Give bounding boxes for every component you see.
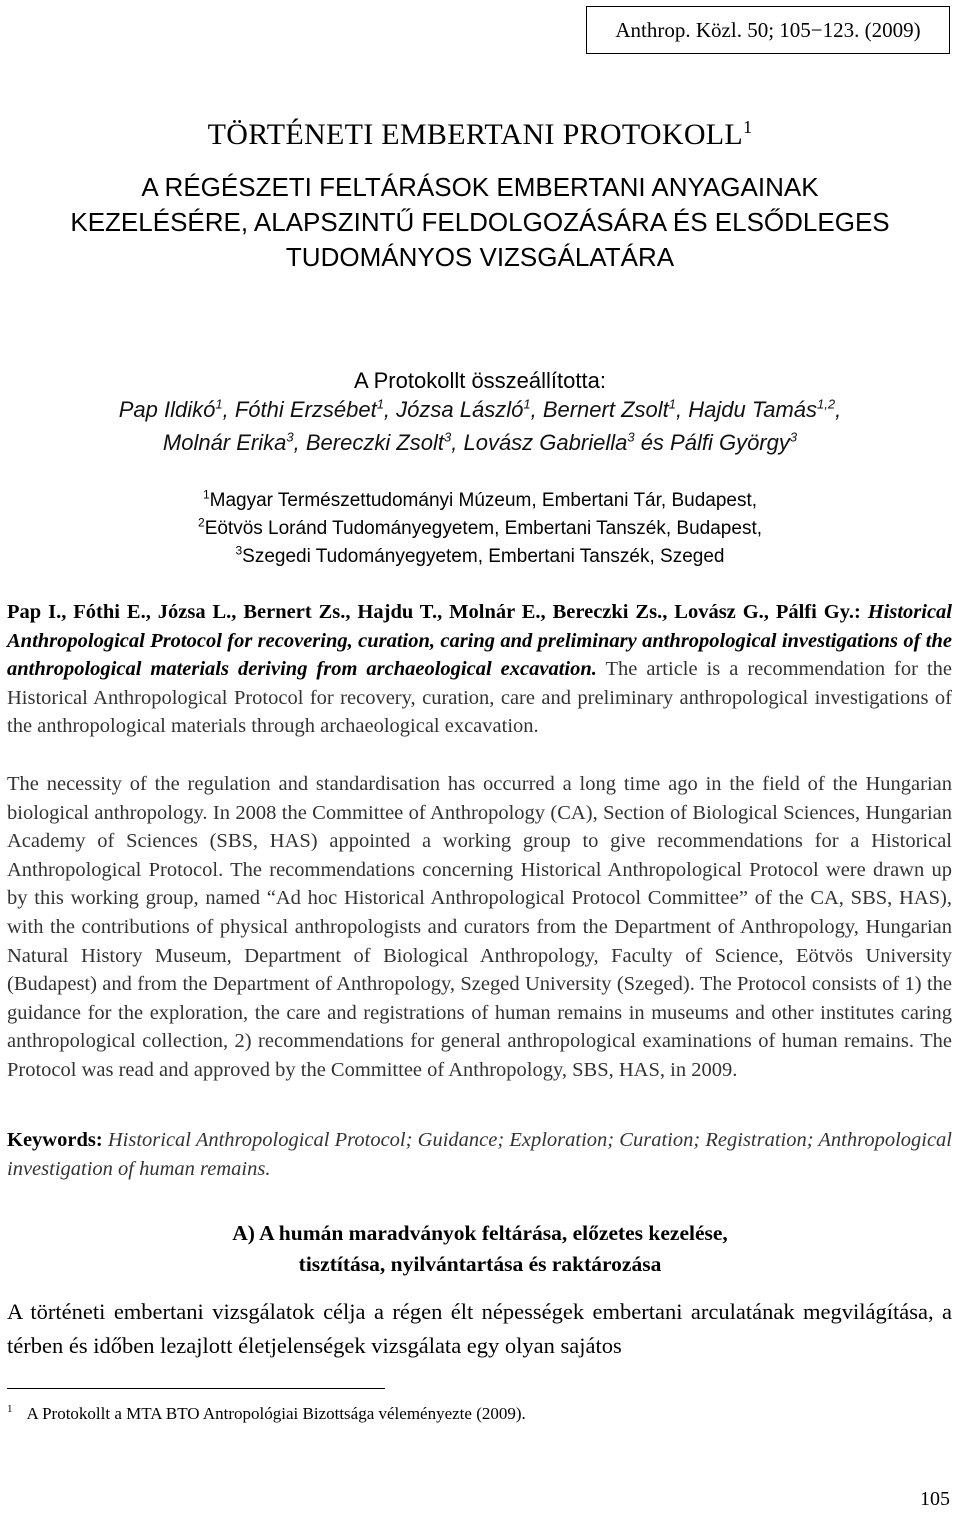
footnote-mark: 1 <box>7 1403 13 1416</box>
affiliation-mark: 2 <box>198 515 205 530</box>
author-affiliation-mark: 3 <box>627 429 635 445</box>
author-separator: , <box>530 397 543 422</box>
journal-reference: Anthrop. Közl. 50; 105−123. (2009) <box>615 18 921 42</box>
author-name: Józsa László <box>396 397 524 422</box>
footnote-text: A Protokollt a MTA BTO Antropológiai Bizottsága véleményezte (2009). <box>26 1404 526 1423</box>
section-heading-line-1: A) A humán maradványok feltárása, előzetes kezelése, <box>232 1221 728 1245</box>
keywords-label: Keywords: <box>7 1129 103 1151</box>
compiled-by: A Protokollt összeállította: <box>354 368 606 393</box>
title-footnote-mark: 1 <box>743 117 753 137</box>
author-name: Molnár Erika <box>162 430 287 455</box>
author-separator: és <box>634 430 671 455</box>
affiliation-text: Szegedi Tudományegyetem, Embertani Tanszék, Szeged <box>242 546 725 567</box>
author-separator: , <box>293 430 306 455</box>
affiliation-text: Eötvös Loránd Tudományegyetem, Embertani Tanszék, Budapest, <box>204 518 762 539</box>
author-separator: , <box>675 397 689 422</box>
citation-authors: Pap I., Fóthi E., Józsa L., Bernert Zs., Hajdu T., Molnár E., Bereczki Zs., Lovász G., Pálfi Gy.: <box>7 601 861 623</box>
author-affiliation-mark: 1 <box>215 396 223 412</box>
keywords-text: Historical Anthropological Protocol; Guidance; Exploration; Curation; Registration; Anthropological investigation of human remains. <box>7 1129 953 1180</box>
author-affiliation-mark: 1,2 <box>817 396 836 412</box>
subtitle-line-2: KEZELÉSÉRE, ALAPSZINTŰ FELDOLGOZÁSÁRA ÉS ELSŐDLEGES <box>70 207 890 237</box>
keywords-block <box>7 1126 952 1183</box>
main-title <box>0 118 960 152</box>
author-separator: , <box>451 430 464 455</box>
subtitle-line-1: A RÉGÉSZETI FELTÁRÁSOK EMBERTANI ANYAGAINAK <box>141 172 819 202</box>
main-title-text: TÖRTÉNETI EMBERTANI PROTOKOLL <box>207 118 744 151</box>
author-separator: , <box>835 397 842 422</box>
affiliation-1 <box>0 486 960 516</box>
author-affiliation-mark: 3 <box>444 429 452 445</box>
authors-line-1 <box>0 397 960 423</box>
author-affiliation-mark: 1 <box>376 396 384 412</box>
author-name: Fóthi Erzsébet <box>234 397 377 422</box>
abstract-citation <box>7 598 952 741</box>
abstract-paragraph-2: The necessity of the regulation and standardisation has occurred a long time ago in the field of the Hungarian biological anthropology. In 2008 the Committee of Anthropology (CA), Section of Biological Sciences, Hungarian Academy of Sciences (SBS, HAS) appointed a working group to give recommendations for a Historical Anthropological Protocol. The recommendations concerning Historical Anthropological Protocol were drawn up by this working group, named “Ad hoc Historical Anthropological Protocol Committee” of the CA, SBS, HAS), with the contributions of physical anthropologists and curators from the Department of Anthropology, Hungarian Natural History Museum, Department of Biological Anthropology, Faculty of Science, Eötvös University (Budapest) and from the Department of Anthropology, Szeged University (Szeged). The Protocol consists of 1) the guidance for the exploration, the care and registrations of human remains in museums and other institutes caring anthropological collection, 2) recommendations for general anthropological examinations of human remains. The Protocol was read and approved by the Committee of Anthropology, SBS, HAS, in 2009. <box>7 773 952 1081</box>
affiliation-3 <box>0 542 960 572</box>
author-affiliation-mark: 3 <box>789 429 798 445</box>
subtitle-line-3: TUDOMÁNYOS VIZSGÁLATÁRA <box>285 242 675 272</box>
journal-reference-box <box>586 6 950 54</box>
author-affiliation-mark: 1 <box>523 396 531 412</box>
affiliation-text: Magyar Természettudományi Múzeum, Embertani Tár, Budapest, <box>209 490 758 511</box>
affiliation-2 <box>0 514 960 544</box>
authors-line-2 <box>0 430 960 456</box>
body-paragraph-1: A történeti embertani vizsgálatok célja a régen élt népességek embertani arculatának megvilágítása, a térben és időben lezajlott életjelenségek vizsgálata egy olyan sajátos <box>7 1299 952 1358</box>
abstract-paragraph-1: The article is a recommendation for the Historical Anthropological Protocol for recovery, curation, care and preliminary anthropological investigations of the anthropological materials through archaeological excavation. <box>7 658 952 738</box>
author-affiliation-mark: 3 <box>286 429 294 445</box>
author-name: Bereczki Zsolt <box>305 430 444 455</box>
affiliation-mark: 1 <box>202 487 210 502</box>
author-name: Pálfi György <box>670 430 790 455</box>
page-number: 105 <box>920 1488 950 1510</box>
author-separator: , <box>383 397 397 422</box>
footnote <box>7 1404 526 1424</box>
author-name: Hajdu Tamás <box>688 397 818 422</box>
affiliation-mark: 3 <box>235 543 243 558</box>
author-name: Pap Ildikó <box>118 397 216 422</box>
author-affiliation-mark: 1 <box>668 396 676 412</box>
author-separator: , <box>222 397 235 422</box>
author-name: Bernert Zsolt <box>542 397 669 422</box>
footnote-rule <box>7 1388 385 1389</box>
section-heading-line-2: tisztítása, nyilvántartása és raktározása <box>298 1252 662 1276</box>
author-name: Lovász Gabriella <box>463 430 628 455</box>
citation-title: Historical Anthropological Protocol for recovering, curation, caring and preliminary anthropological investigations of the anthropological materials deriving from archaeological excavation. <box>7 601 953 681</box>
